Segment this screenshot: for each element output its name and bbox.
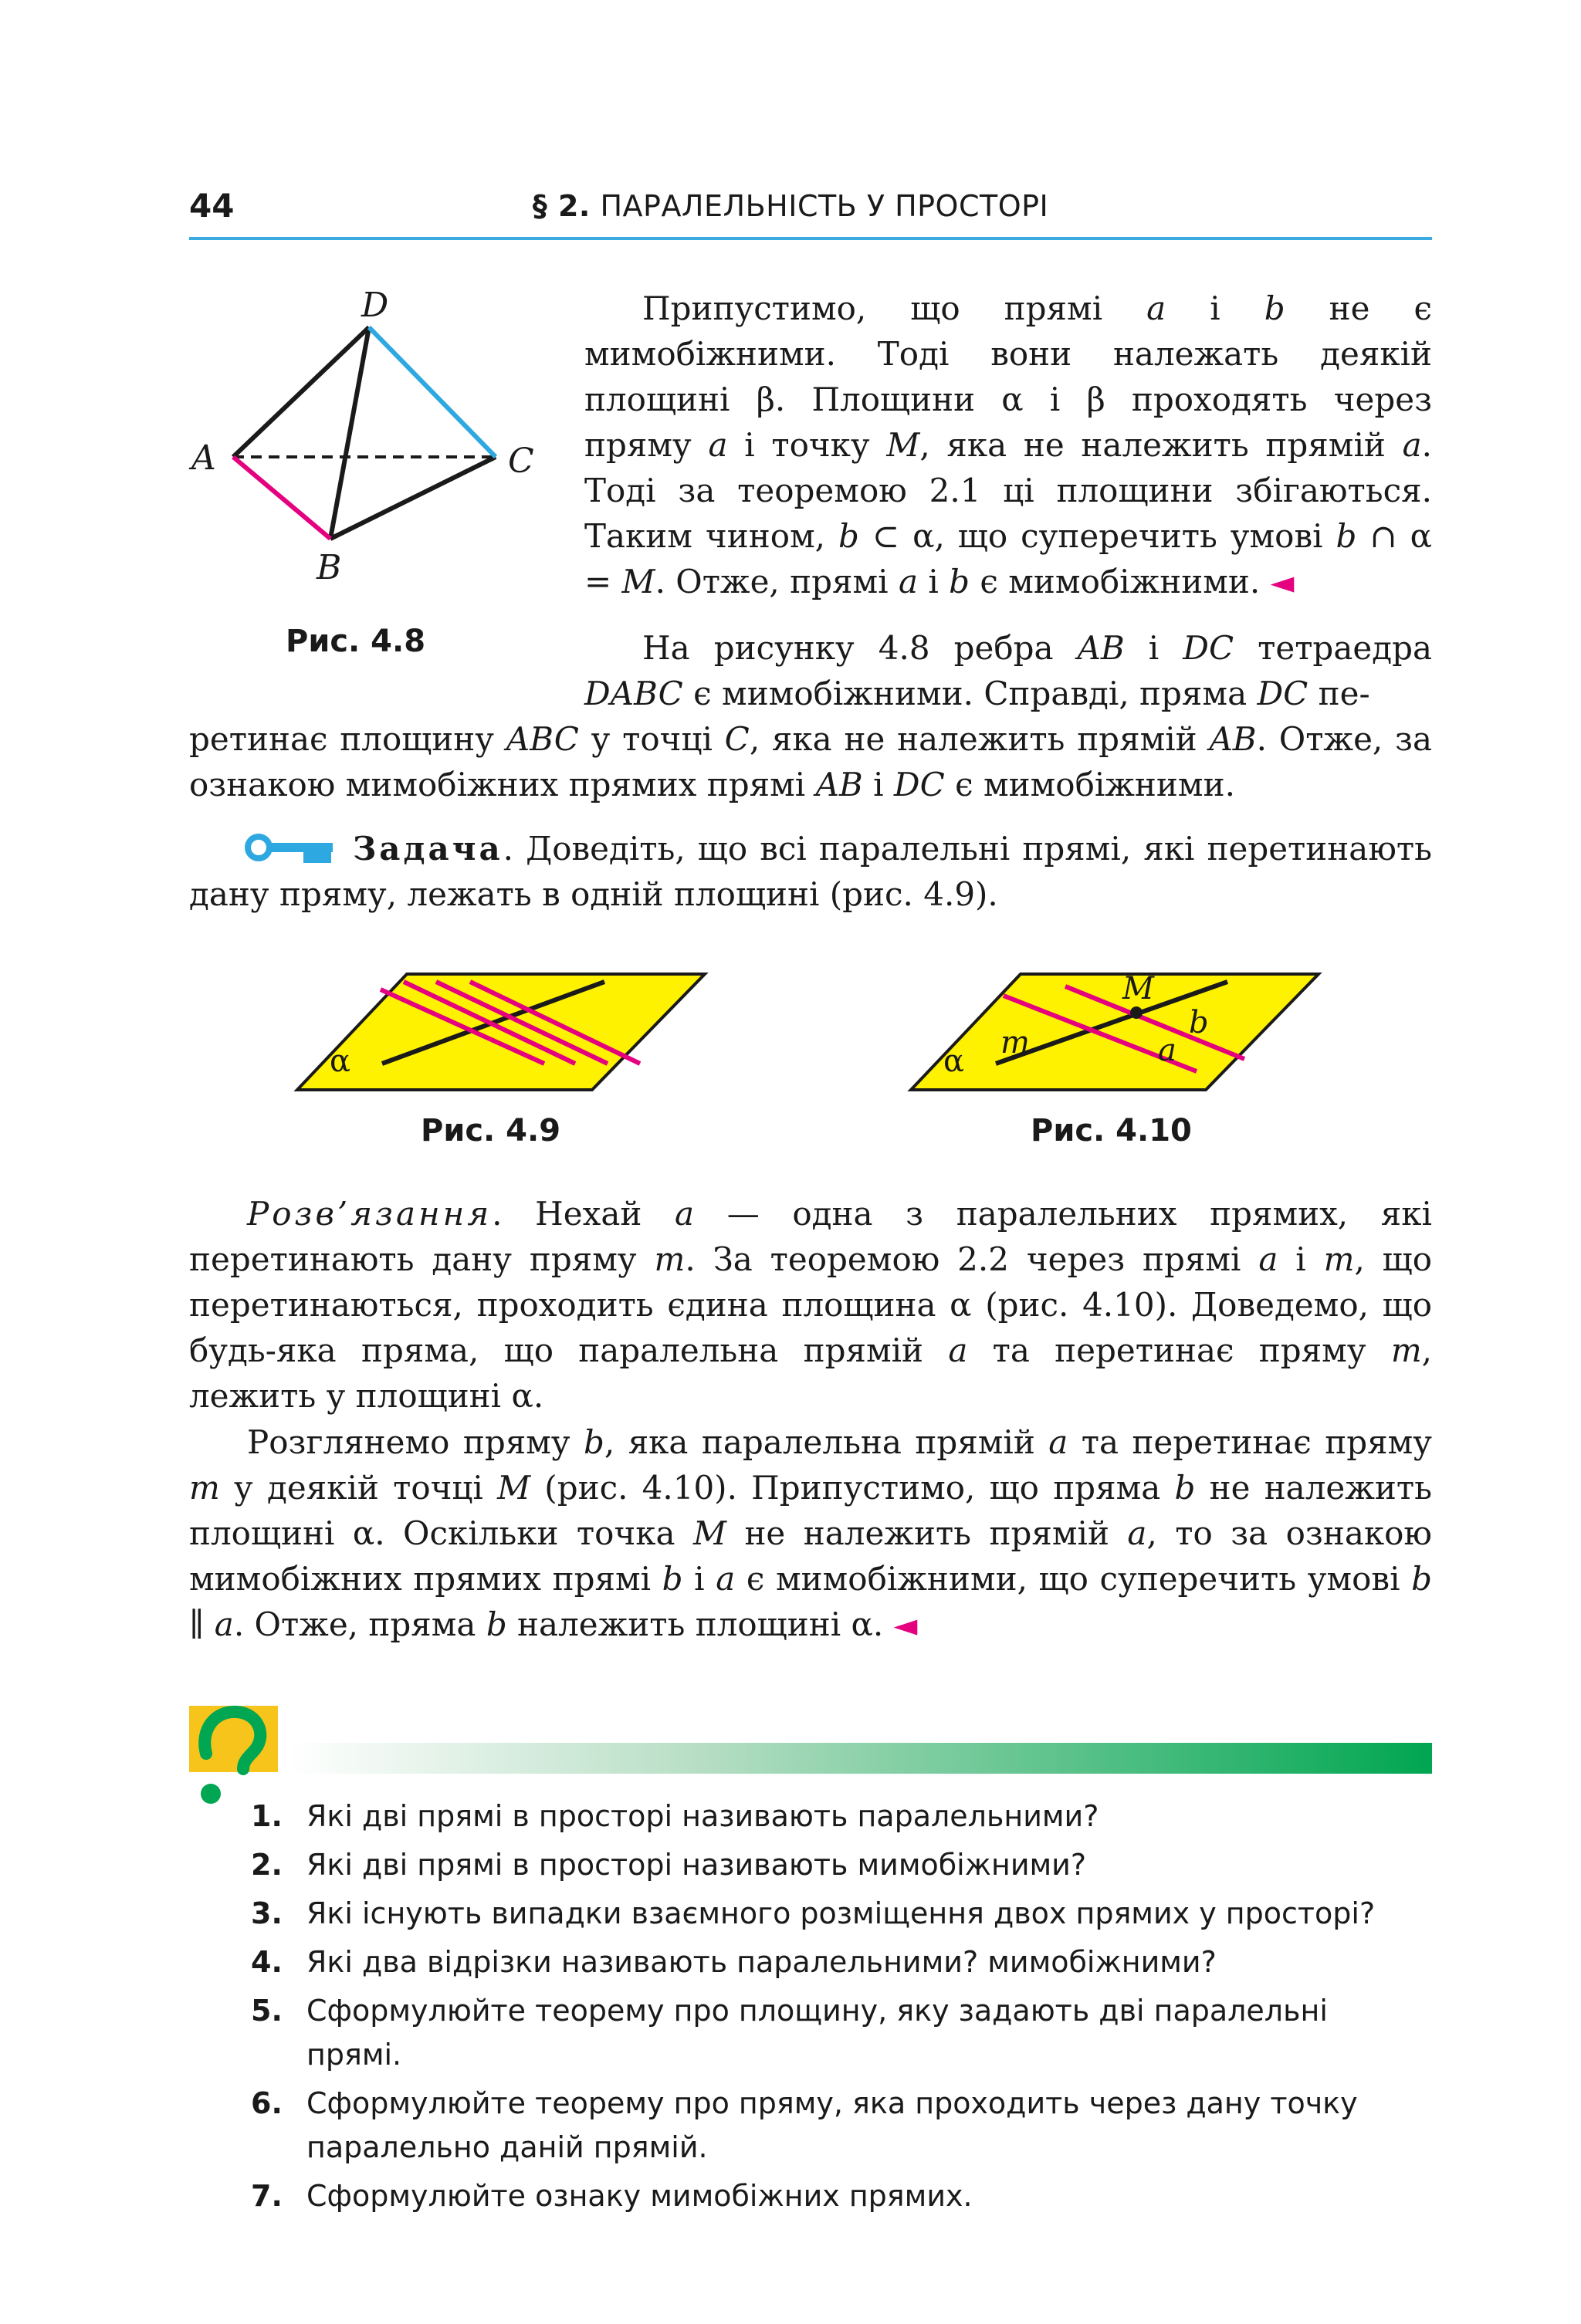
section-title (0, 189, 1581, 223)
label-b-line: b (1189, 1005, 1209, 1040)
list-item: 2. Які дві прямі в просторі називають мимобіжними? (251, 1848, 1087, 1882)
task-paragraph (189, 826, 1432, 917)
list-item: 6. Сформулюйте теорему про пряму, яка проходить через дану точку паралельно даній прямій. (251, 2086, 1358, 2164)
end-of-solution-icon: ◄ (893, 1608, 918, 1643)
figure-4-9-plane (289, 965, 722, 1096)
label-d: D (361, 286, 389, 325)
plane-alpha (297, 974, 705, 1090)
list-item: 1. Які дві прямі в просторі називають паралельними? (251, 1799, 1099, 1833)
list-item: 7. Сформулюйте ознаку мимобіжних прямих. (251, 2179, 973, 2213)
question-icon-dot (201, 1784, 221, 1804)
figure-4-10-caption: Рис. 4.10 (1031, 1113, 1192, 1148)
point-m (1130, 1006, 1143, 1019)
edge-dc (369, 327, 496, 457)
edge-ab (233, 457, 330, 539)
end-of-proof-icon: ◄ (1270, 565, 1295, 600)
example-paragraph: На рисунку 4.8 ребра AB і DC тетраедра DABC є мимобіжними. Справді, пряма DC пе- (584, 629, 1432, 712)
proof-paragraph: Припустимо, що прямі a і b не є мимобіжними. Тоді вони належать деякій площині β. Площини α і β проходять через пряму a і точку M, яка не належить прямій a. Тоді за теоремою 2.1 ці площини збігаються. Таким чином, b ⊂ α, що суперечить умові b ∩ α = M. Отже, прямі a і b є мимобіжними. ◄ (584, 289, 1432, 600)
example-paragraph-continued: ретинає площину ABC у точці C, яка не належить прямій AB. Отже, за ознакою мимобіжних прямих прямі AB і DC є мимобіжними. (189, 720, 1432, 803)
questions-gradient-bar (289, 1743, 1432, 1774)
plane-alpha (911, 974, 1319, 1090)
questions-banner (189, 1698, 1432, 1806)
figure-4-9-caption: Рис. 4.9 (421, 1113, 561, 1148)
solution-paragraph-1: Розв’язання. Нехай a — одна з паралельних прямих, які перетинають дану пряму m. За теоремою 2.2 через прямі a і m, що перетинаються, проходить єдина площина α (рис. 4.10). Доведемо, що будь-яка пряма, що паралельна прямій a та перетинає пряму m, лежить у площині α. (189, 1195, 1432, 1415)
review-questions-list (251, 1795, 1432, 2223)
label-m-point: M (1122, 971, 1154, 1006)
task-label: Задача (353, 830, 503, 868)
key-icon (243, 832, 344, 863)
header-rule (189, 237, 1432, 240)
figure-4-8-tetrahedron (185, 278, 556, 602)
edge-bc (330, 457, 496, 539)
plane-label-alpha: α (330, 1044, 351, 1079)
label-c: C (508, 441, 534, 481)
section-title-text: ПАРАЛЕЛЬНІСТЬ У ПРОСТОРІ (600, 189, 1049, 223)
task-text: . Доведіть, що всі паралельні прямі, які перетинають дану пряму, лежать в одній площині (рис. 4.9). (189, 830, 1432, 913)
solution-paragraph-2: Розглянемо пряму b, яка паралельна прямій a та перетинає пряму m у деякій точці M (рис. 4.10). Припустимо, що пряма b не належить площині α. Оскільки точка M не належить прямій a, то за ознакою мимобіжних прямих прямі b і a є мимобіжними, що суперечить умові b ∥ a. Отже, пряма b належить площині α. ◄ (189, 1423, 1432, 1643)
list-item: 3. Які існують випадки взаємного розміщення двох прямих у просторі? (251, 1896, 1376, 1930)
label-a: A (191, 438, 216, 478)
figure-4-8-caption: Рис. 4.8 (286, 624, 426, 659)
page-number: 44 (189, 187, 235, 225)
list-item: 5. Сформулюйте теорему про площину, яку задають дві паралельні прямі. (251, 1994, 1328, 2072)
label-a-line: a (1158, 1033, 1176, 1068)
solution-label: Розв’язання (247, 1195, 493, 1233)
label-m-line: m (1000, 1025, 1030, 1061)
section-mark: § 2. (532, 189, 591, 223)
label-b: B (317, 548, 342, 587)
list-item: 4. Які два відрізки називають паралельними? мимобіжними? (251, 1945, 1217, 1979)
plane-label-alpha: α (943, 1044, 965, 1079)
figure-4-10-plane (903, 965, 1336, 1096)
